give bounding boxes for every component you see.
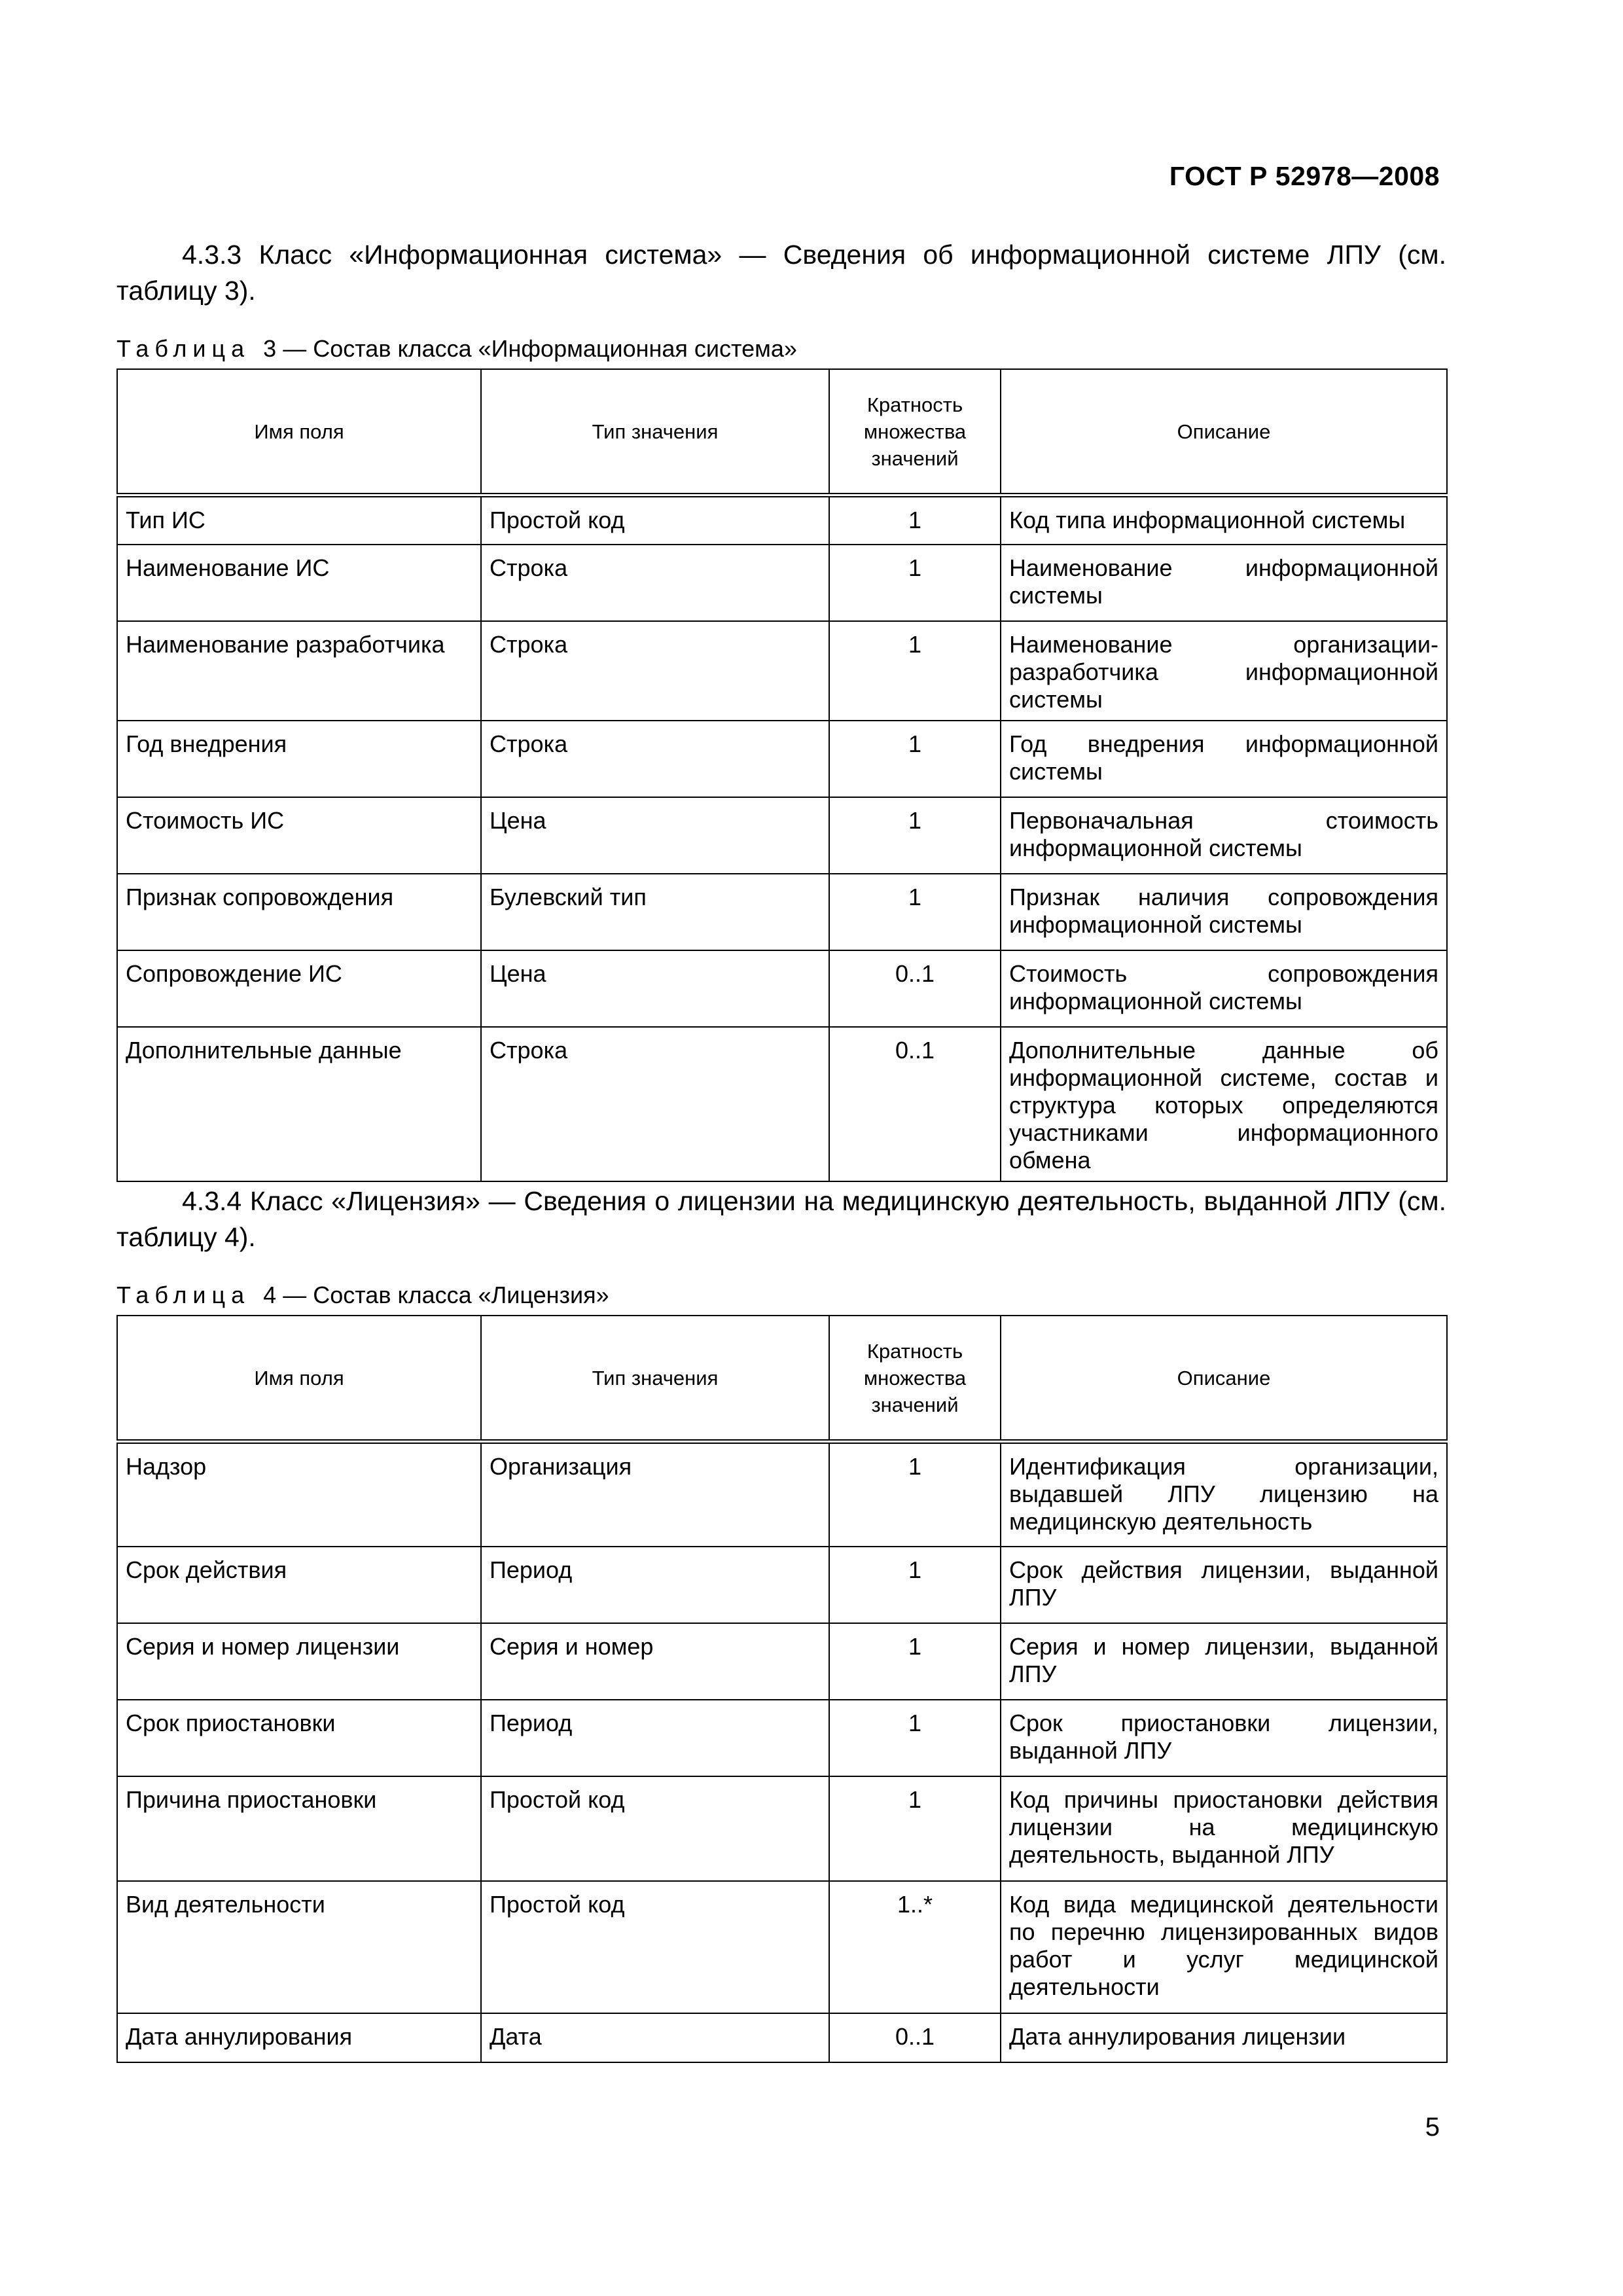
table-cell: Строка <box>481 621 829 721</box>
page-number: 5 <box>1425 2113 1440 2142</box>
table-3-header-row <box>117 369 1447 495</box>
table-4-caption-text: 4 — Состав класса «Лицензия» <box>263 1282 609 1308</box>
table-row <box>117 621 1447 721</box>
table-3-col-header: Кратность множества значений <box>829 369 1001 495</box>
table-3-caption-text: 3 — Состав класса «Информационная система» <box>263 335 797 362</box>
table-cell: Организация <box>481 1442 829 1547</box>
table-cell: 0..1 <box>829 950 1001 1027</box>
table-row <box>117 1776 1447 1881</box>
table-cell: Год внедрения информационной системы <box>1001 721 1447 797</box>
section-4-3-3-paragraph <box>116 237 1446 309</box>
table-cell: Серия и номер лицензии, выданной ЛПУ <box>1001 1623 1447 1700</box>
table-cell: Дата аннулирования <box>117 2013 481 2062</box>
table-cell: 1 <box>829 721 1001 797</box>
table-row <box>117 1027 1447 1181</box>
table-cell: Срок действия <box>117 1547 481 1623</box>
table-cell: Простой код <box>481 1881 829 2013</box>
table-cell: Сопровождение ИС <box>117 950 481 1027</box>
table-cell: Цена <box>481 950 829 1027</box>
table-cell: 1 <box>829 1547 1001 1623</box>
table-cell: Идентификация организации, выдавшей ЛПУ лицензию на медицинскую деятельность <box>1001 1442 1447 1547</box>
table-3 <box>116 368 1448 1182</box>
table-cell: Серия и номер <box>481 1623 829 1700</box>
table-cell: 0..1 <box>829 1027 1001 1181</box>
table-cell: Дополнительные данные об информационной системе, состав и структура которых определяются участниками информационного обмена <box>1001 1027 1447 1181</box>
table-4-col-header: Описание <box>1001 1316 1447 1442</box>
table-cell: 1 <box>829 874 1001 950</box>
table-row <box>117 1881 1447 2013</box>
table-cell: Код типа информационной системы <box>1001 495 1447 545</box>
table-cell: Признак сопровождения <box>117 874 481 950</box>
table-cell: Код причины приостановки действия лицензии на медицинскую деятельность, выданной ЛПУ <box>1001 1776 1447 1881</box>
table-cell: Период <box>481 1700 829 1776</box>
table-cell: Строка <box>481 1027 829 1181</box>
table-cell: Цена <box>481 797 829 874</box>
table-row <box>117 1700 1447 1776</box>
table-cell: Первоначальная стоимость информационной системы <box>1001 797 1447 874</box>
table-cell: 1 <box>829 1623 1001 1700</box>
table-row <box>117 1442 1447 1547</box>
table-cell: 1 <box>829 1776 1001 1881</box>
table-cell: Период <box>481 1547 829 1623</box>
table-cell: Дополнительные данные <box>117 1027 481 1181</box>
table-4 <box>116 1315 1448 2063</box>
table-cell: Год внедрения <box>117 721 481 797</box>
table-cell: 0..1 <box>829 2013 1001 2062</box>
table-cell: Срок действия лицензии, выданной ЛПУ <box>1001 1547 1447 1623</box>
table-row <box>117 1623 1447 1700</box>
table-4-col-header: Тип значения <box>481 1316 829 1442</box>
table-cell: 1 <box>829 797 1001 874</box>
table-cell: Наименование разработчика <box>117 621 481 721</box>
table-3-caption-label: Таблица <box>116 335 251 362</box>
table-3-caption <box>116 335 797 363</box>
table-4-header-row <box>117 1316 1447 1442</box>
table-cell: Наименование организации-разработчика информационной системы <box>1001 621 1447 721</box>
table-row <box>117 2013 1447 2062</box>
table-cell: Серия и номер лицензии <box>117 1623 481 1700</box>
table-4-col-header: Имя поля <box>117 1316 481 1442</box>
table-cell: Надзор <box>117 1442 481 1547</box>
table-cell: 1 <box>829 545 1001 621</box>
table-cell: Срок приостановки <box>117 1700 481 1776</box>
table-3-col-header: Тип значения <box>481 369 829 495</box>
document-designation: ГОСТ Р 52978—2008 <box>1169 161 1440 191</box>
table-cell: Строка <box>481 545 829 621</box>
table-cell: Простой код <box>481 495 829 545</box>
table-row <box>117 545 1447 621</box>
table-3-col-header: Описание <box>1001 369 1447 495</box>
section-4-3-4-paragraph <box>116 1183 1446 1255</box>
table-cell: Простой код <box>481 1776 829 1881</box>
section-4-3-3-text: 4.3.3 Класс «Информационная система» — Сведения об информационной системе ЛПУ (см. таблицу 3). <box>116 240 1446 306</box>
table-4-caption-label: Таблица <box>116 1282 251 1308</box>
table-row <box>117 1547 1447 1623</box>
table-cell: 1 <box>829 1700 1001 1776</box>
table-cell: Срок приостановки лицензии, выданной ЛПУ <box>1001 1700 1447 1776</box>
table-row <box>117 495 1447 545</box>
table-cell: Стоимость сопровождения информационной системы <box>1001 950 1447 1027</box>
table-cell: 1 <box>829 495 1001 545</box>
table-3-col-header: Имя поля <box>117 369 481 495</box>
table-row <box>117 797 1447 874</box>
table-cell: 1 <box>829 1442 1001 1547</box>
table-4-col-header: Кратность множества значений <box>829 1316 1001 1442</box>
table-cell: Булевский тип <box>481 874 829 950</box>
table-cell: Вид деятельности <box>117 1881 481 2013</box>
table-cell: Дата <box>481 2013 829 2062</box>
table-cell: 1..* <box>829 1881 1001 2013</box>
section-4-3-4-text: 4.3.4 Класс «Лицензия» — Сведения о лицензии на медицинскую деятельность, выданной ЛПУ (см. таблицу 4). <box>116 1186 1446 1252</box>
table-cell: 1 <box>829 621 1001 721</box>
table-cell: Наименование ИС <box>117 545 481 621</box>
table-row <box>117 950 1447 1027</box>
table-cell: Причина приостановки <box>117 1776 481 1881</box>
table-4-caption <box>116 1282 609 1309</box>
table-cell: Признак наличия сопровождения информационной системы <box>1001 874 1447 950</box>
table-row <box>117 874 1447 950</box>
table-cell: Стоимость ИС <box>117 797 481 874</box>
table-cell: Дата аннулирования лицензии <box>1001 2013 1447 2062</box>
table-cell: Код вида медицинской деятельности по перечню лицензированных видов работ и услуг медицинской деятельности <box>1001 1881 1447 2013</box>
table-row <box>117 721 1447 797</box>
table-cell: Строка <box>481 721 829 797</box>
table-cell: Наименование информационной системы <box>1001 545 1447 621</box>
table-cell: Тип ИС <box>117 495 481 545</box>
